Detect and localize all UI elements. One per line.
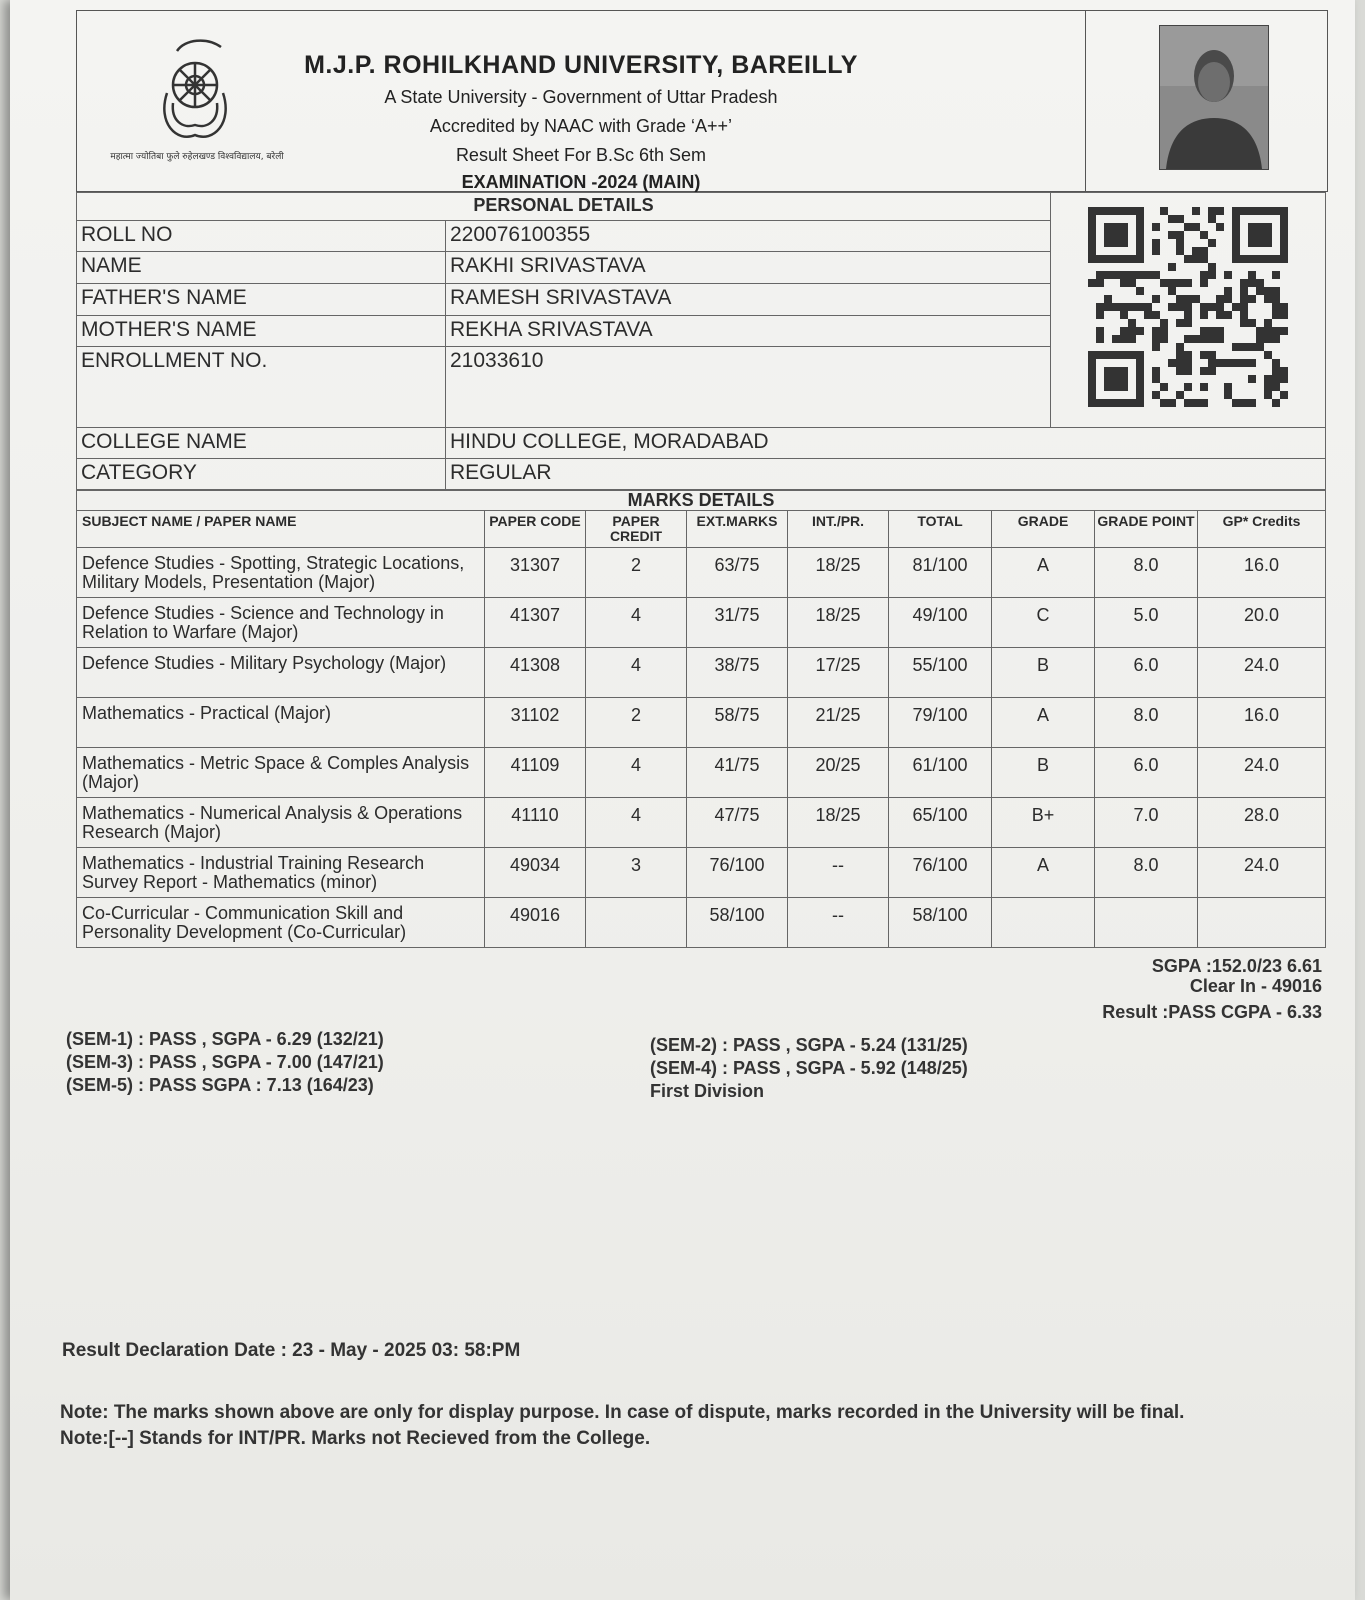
paper-credit: 2 (586, 698, 687, 748)
personal-details-title: PERSONAL DETAILS (77, 193, 1051, 221)
student-photo-icon (1160, 26, 1268, 169)
logo-text: महात्मा ज्योतिबा फुले रुहेलखण्ड विश्वविद्यालय, बरेली (110, 152, 284, 162)
subject-name: Mathematics - Practical (Major) (77, 698, 485, 748)
value-category: REGULAR (446, 459, 1326, 490)
paper-credit (586, 898, 687, 948)
int-pr-marks: 21/25 (788, 698, 889, 748)
gp-credits: 16.0 (1198, 698, 1326, 748)
ext-marks: 31/75 (687, 598, 788, 648)
gp-credits (1198, 898, 1326, 948)
paper-credit: 4 (586, 598, 687, 648)
ext-marks: 47/75 (687, 798, 788, 848)
sem-1-result: (SEM-1) : PASS , SGPA - 6.29 (132/21) (66, 1029, 384, 1049)
gp-credits: 24.0 (1198, 648, 1326, 698)
total-marks: 55/100 (889, 648, 992, 698)
marks-row (77, 548, 1326, 598)
col-paper-credit: PAPER CREDIT (586, 511, 687, 548)
subject-name: Mathematics - Numerical Analysis & Operations Research (Major) (77, 798, 485, 848)
ext-marks: 76/100 (687, 848, 788, 898)
label-father-name: FATHER'S NAME (77, 283, 446, 315)
col-subject: SUBJECT NAME / PAPER NAME (77, 511, 485, 548)
grade: B+ (992, 798, 1095, 848)
subject-name: Defence Studies - Spotting, Strategic Locations, Military Models, Presentation (Major) (77, 548, 485, 598)
gp-credits: 24.0 (1198, 748, 1326, 798)
ext-marks: 41/75 (687, 748, 788, 798)
result-sheet-title: Result Sheet For B.Sc 6th Sem (455, 145, 707, 165)
subject-name: Defence Studies - Science and Technology in Relation to Warfare (Major) (77, 598, 485, 648)
division: First Division (650, 1081, 765, 1101)
value-roll-no: 220076100355 (446, 220, 1051, 252)
value-college-name: HINDU COLLEGE, MORADABAD (446, 428, 1326, 459)
marks-row (77, 898, 1326, 948)
value-name: RAKHI SRIVASTAVA (446, 252, 1051, 284)
grade-point: 5.0 (1095, 598, 1198, 648)
col-ext-marks: EXT.MARKS (687, 511, 788, 548)
result-declaration-date: Result Declaration Date : 23 - May - 2025 03: 58:PM (62, 1340, 521, 1361)
student-photo (1159, 25, 1269, 170)
col-paper-code: PAPER CODE (485, 511, 586, 548)
total-marks: 65/100 (889, 798, 992, 848)
sgpa-current: SGPA :152.0/23 6.61 (1151, 956, 1322, 976)
subject-name: Defence Studies - Military Psychology (Major) (77, 648, 485, 698)
note-display-purpose: Note: The marks shown above are only for display purpose. In case of dispute, marks recorded in the University will be final. (60, 1402, 1185, 1423)
col-total: TOTAL (889, 511, 992, 548)
paper-credit: 4 (586, 648, 687, 698)
grade-point (1095, 898, 1198, 948)
paper-code: 49034 (485, 848, 586, 898)
sem-left-column (66, 1028, 384, 1097)
grade: A (992, 698, 1095, 748)
paper-credit: 4 (586, 748, 687, 798)
marks-details-title: MARKS DETAILS (77, 491, 1326, 511)
int-pr-marks: 18/25 (788, 798, 889, 848)
int-pr-marks: 17/25 (788, 648, 889, 698)
paper-code: 41307 (485, 598, 586, 648)
paper-code: 31307 (485, 548, 586, 598)
ext-marks: 38/75 (687, 648, 788, 698)
grade-point: 7.0 (1095, 798, 1198, 848)
marks-row (77, 848, 1326, 898)
col-gp-credits: GP* Credits (1198, 511, 1326, 548)
col-grade: GRADE (992, 511, 1095, 548)
ext-marks: 58/100 (687, 898, 788, 948)
result-sheet (76, 10, 1326, 1088)
marks-row (77, 648, 1326, 698)
personal-row-category (77, 459, 1326, 490)
int-pr-marks: 18/25 (788, 598, 889, 648)
value-father-name: RAMESH SRIVASTAVA (446, 283, 1051, 315)
grade-point: 8.0 (1095, 698, 1198, 748)
grade-point: 6.0 (1095, 748, 1198, 798)
grade-point: 8.0 (1095, 848, 1198, 898)
total-marks: 81/100 (889, 548, 992, 598)
marks-header-row (77, 511, 1326, 548)
grade: A (992, 548, 1095, 598)
col-int-pr: INT./PR. (788, 511, 889, 548)
int-pr-marks: 20/25 (788, 748, 889, 798)
result-cgpa: Result :PASS CGPA - 6.33 (1102, 1002, 1322, 1022)
col-grade-point: GRADE POINT (1095, 511, 1198, 548)
result-sheet-paper (10, 0, 1355, 1600)
total-marks: 58/100 (889, 898, 992, 948)
paper-credit: 3 (586, 848, 687, 898)
ext-marks: 63/75 (687, 548, 788, 598)
int-pr-marks: -- (788, 898, 889, 948)
int-pr-marks: 18/25 (788, 548, 889, 598)
gp-credits: 16.0 (1198, 548, 1326, 598)
label-name: NAME (77, 252, 446, 284)
label-college-name: COLLEGE NAME (77, 428, 446, 459)
paper-code: 31102 (485, 698, 586, 748)
total-marks: 79/100 (889, 698, 992, 748)
gp-credits: 28.0 (1198, 798, 1326, 848)
paper-code: 41308 (485, 648, 586, 698)
paper-code: 41109 (485, 748, 586, 798)
accreditation: Accredited by NAAC with Grade ‘A++’ (429, 116, 733, 136)
sem-5-result: (SEM-5) : PASS SGPA : 7.13 (164/23) (66, 1075, 374, 1095)
paper-credit: 2 (586, 548, 687, 598)
gp-credits: 24.0 (1198, 848, 1326, 898)
photo-area (1087, 11, 1327, 191)
qr-code-icon (1088, 207, 1288, 407)
grade: B (992, 648, 1095, 698)
value-enrollment-no: 21033610 (446, 347, 1051, 428)
ext-marks: 58/75 (687, 698, 788, 748)
marks-row (77, 798, 1326, 848)
sem-2-result: (SEM-2) : PASS , SGPA - 5.24 (131/25) (650, 1035, 968, 1055)
label-roll-no: ROLL NO (77, 220, 446, 252)
grade (992, 898, 1095, 948)
sem-3-result: (SEM-3) : PASS , SGPA - 7.00 (147/21) (66, 1052, 384, 1072)
label-category: CATEGORY (77, 459, 446, 490)
grade: C (992, 598, 1095, 648)
subject-name: Mathematics - Metric Space & Comples Analysis (Major) (77, 748, 485, 798)
gp-credits: 20.0 (1198, 598, 1326, 648)
total-marks: 61/100 (889, 748, 992, 798)
int-pr-marks: -- (788, 848, 889, 898)
grade-point: 8.0 (1095, 548, 1198, 598)
total-marks: 76/100 (889, 848, 992, 898)
subject-name: Mathematics - Industrial Training Research Survey Report - Mathematics (minor) (77, 848, 485, 898)
grade: A (992, 848, 1095, 898)
personal-row-college (77, 428, 1326, 459)
subject-name: Co-Curricular - Communication Skill and Personality Development (Co-Curricular) (77, 898, 485, 948)
total-marks: 49/100 (889, 598, 992, 648)
personal-details-table (76, 192, 1326, 490)
marks-row (77, 748, 1326, 798)
grade: B (992, 748, 1095, 798)
label-mother-name: MOTHER'S NAME (77, 315, 446, 347)
sem-4-result: (SEM-4) : PASS , SGPA - 5.92 (148/25) (650, 1058, 968, 1078)
clear-in: Clear In - 49016 (1189, 976, 1322, 996)
paper-credit: 4 (586, 798, 687, 848)
university-status: A State University - Government of Uttar Pradesh (384, 87, 778, 107)
qr-code-cell (1051, 193, 1326, 428)
grade-point: 6.0 (1095, 648, 1198, 698)
note-int-pr: Note:[--] Stands for INT/PR. Marks not Recieved from the College. (60, 1428, 651, 1449)
university-name: M.J.P. ROHILKHAND UNIVERSITY, BAREILLY (304, 51, 858, 79)
marks-row (77, 598, 1326, 648)
marks-details-table (76, 490, 1326, 948)
header-block (76, 10, 1328, 192)
label-enrollment-no: ENROLLMENT NO. (77, 347, 446, 428)
sem-right-column (650, 1034, 968, 1103)
marks-row (77, 698, 1326, 748)
examination-title: EXAMINATION -2024 (MAIN) (461, 172, 701, 192)
value-mother-name: REKHA SRIVASTAVA (446, 315, 1051, 347)
header-main (77, 11, 1086, 191)
paper-code: 41110 (485, 798, 586, 848)
paper-code: 49016 (485, 898, 586, 948)
